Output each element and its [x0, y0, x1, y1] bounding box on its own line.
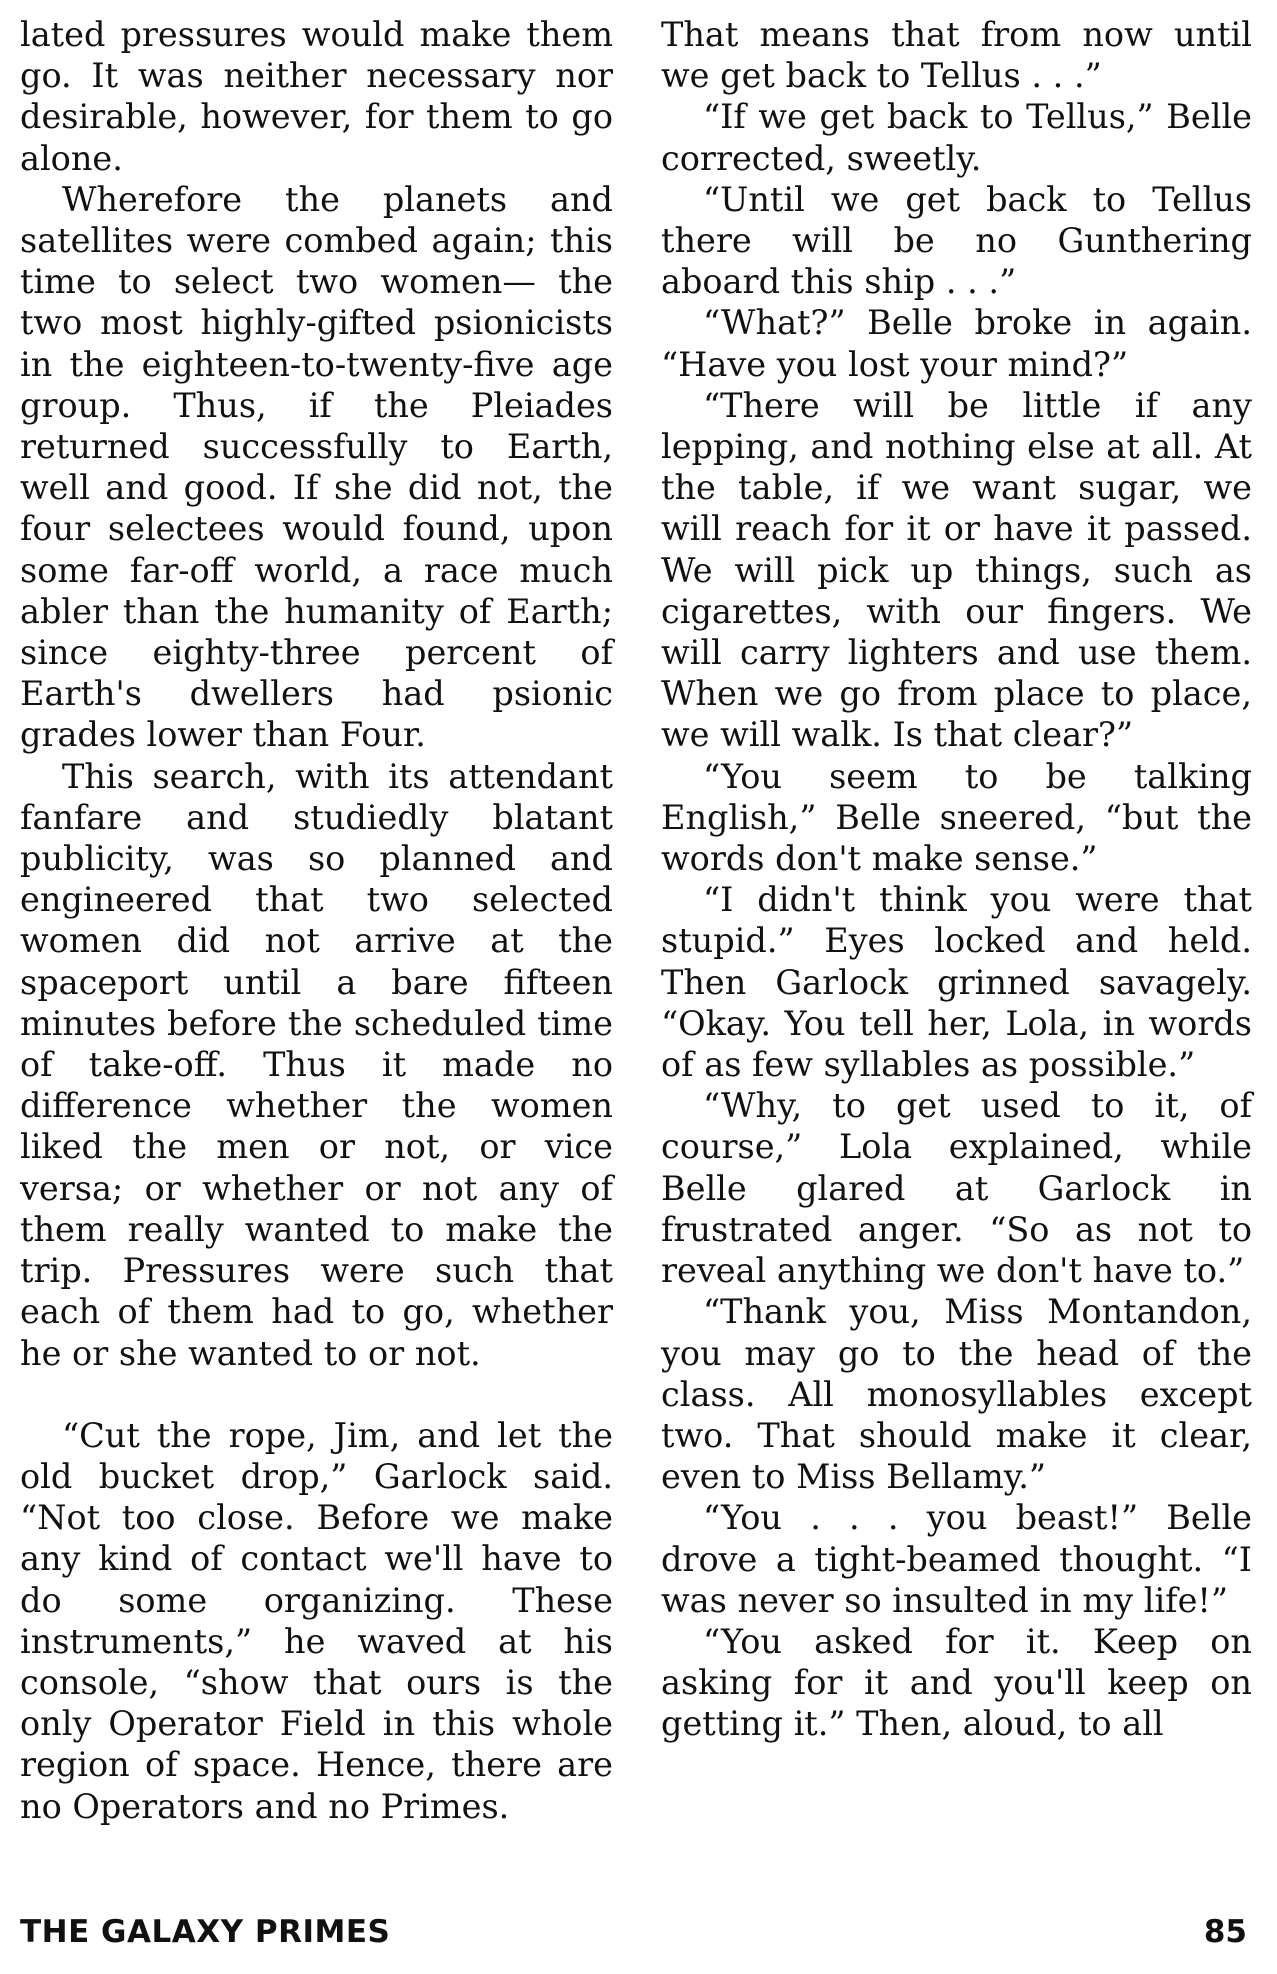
paragraph: “You seem to be talking English,” Belle sneered, “but the words don't make sense.” [661, 756, 1252, 879]
paragraph: “I didn't think you were that stupid.” Eyes locked and held. Then Garlock grinned savagely. “Okay. You tell her, Lola, in words of as few syllables as possible.” [661, 880, 1252, 1085]
paragraph: “You asked for it. Keep on asking for it and you'll keep on getting it.” Then, aloud, to all [661, 1621, 1252, 1744]
paragraph: “Why, to get used to it, of course,” Lola explained, while Belle glared at Garlock in frustrated anger. “So as not to reveal anything we don't have to.” [661, 1086, 1252, 1291]
section-break [20, 1374, 613, 1415]
left-column [20, 14, 613, 1827]
paragraph: “What?” Belle broke in again. “Have you lost your mind?” [661, 303, 1252, 384]
paragraph: “Until we get back to Tellus there will be no Gunthering aboard this ship . . .” [661, 179, 1252, 302]
paragraph: “Thank you, Miss Montandon, you may go to the head of the class. All monosyllables except two. That should make it clear, even to Miss Bellamy.” [661, 1292, 1252, 1497]
paragraph: “Cut the rope, Jim, and let the old bucket drop,” Garlock said. “Not too close. Before we make any kind of contact we'll have to do some organizing. These instruments,” he waved at his console, “show that ours is the only Operator Field in this whole region of space. Hence, there are no Operators and no Primes. [20, 1415, 613, 1826]
right-column [661, 14, 1252, 1745]
paragraph: That means that from now until we get back to Tellus . . .” [661, 15, 1252, 96]
paragraph: “If we get back to Tellus,” Belle corrected, sweetly. [661, 97, 1252, 178]
paragraph: Wherefore the planets and satellites were combed again; this time to select two women— the two most highly-gifted psionicists in the eighteen-to-twenty-five age group. Thus, if the Pleiades returned successfully to Earth, well and good. If she did not, the four selectees would found, upon some far-off world, a race much abler than the humanity of Earth; since eighty-three percent of Earth's dwellers had psionic grades lower than Four. [20, 179, 613, 755]
paragraph: lated pressures would make them go. It was neither necessary nor desirable, however, for them to go alone. [20, 15, 613, 178]
paragraph: This search, with its attendant fanfare and studiedly blatant publicity, was so planned and engineered that two selected women did not arrive at the spaceport until a bare fifteen minutes before the scheduled time of take-off. Thus it made no difference whether the women liked the men or not, or vice versa; or whether or not any of them really wanted to make the trip. Pressures were such that each of them had to go, whether he or she wanted to or not. [20, 756, 613, 1373]
page-number: 85 [1203, 1914, 1247, 1950]
paragraph: “There will be little if any lepping, and nothing else at all. At the table, if we want sugar, we will reach for it or have it passed. We will pick up things, such as cigarettes, with our fingers. We will carry lighters and use them. When we go from place to place, we will walk. Is that clear?” [661, 385, 1252, 755]
running-footer-title: THE GALAXY PRIMES [20, 1914, 391, 1950]
paragraph: “You . . . you beast!” Belle drove a tight-beamed thought. “I was never so insulted in my life!” [661, 1498, 1252, 1620]
